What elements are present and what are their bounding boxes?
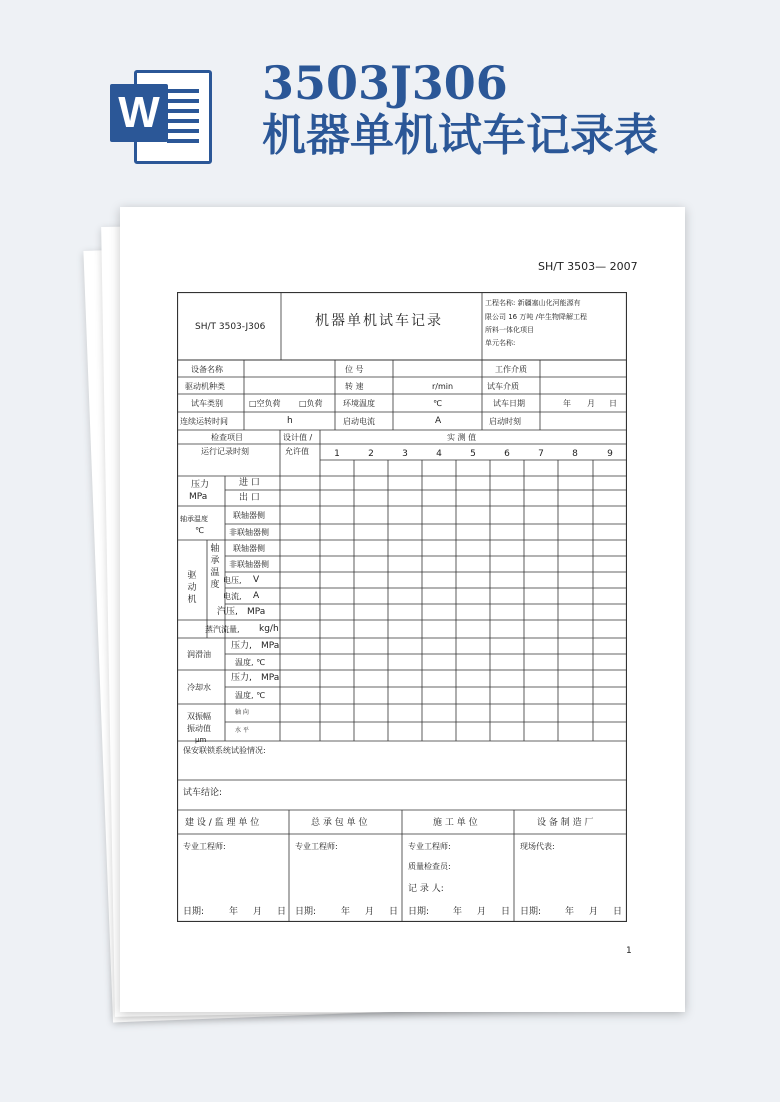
position-label: 位 号 bbox=[345, 365, 364, 374]
amplitude-label-2: 振动值 bbox=[187, 724, 211, 733]
ambient-temp-unit: ℃ bbox=[433, 399, 442, 408]
manufacturer-date-label: 日期: bbox=[520, 907, 542, 917]
inlet-label: 进 口 bbox=[239, 478, 260, 488]
test-date-label: 试车日期 bbox=[493, 399, 525, 408]
contractor-date-label: 日期: bbox=[295, 907, 317, 917]
lube-oil-label: 润滑油 bbox=[187, 650, 211, 659]
banner-code: 3503J306 bbox=[262, 56, 508, 110]
current-label: 电流, bbox=[223, 592, 242, 601]
party-contractor: 总 承 包 单 位 bbox=[311, 818, 368, 828]
no-load-checkbox[interactable]: □空负荷 bbox=[249, 399, 281, 408]
voltage-unit: V bbox=[253, 575, 260, 585]
form-title: 机器单机试车记录 bbox=[315, 313, 443, 329]
standard-number: SH/T 3503— 2007 bbox=[538, 260, 638, 273]
bearing-temp-unit: ℃ bbox=[195, 526, 204, 535]
check-item-label: 检查项目 bbox=[211, 433, 243, 442]
voltage-label: 电压, bbox=[223, 576, 242, 585]
word-icon: W bbox=[110, 66, 210, 164]
steam-pressure-unit: MPa bbox=[247, 607, 266, 617]
speed-unit: r/min bbox=[432, 382, 454, 391]
steam-pressure-label: 汽压, bbox=[217, 607, 238, 617]
contractor-engineer-label: 专业工程师: bbox=[295, 842, 338, 851]
owner-engineer-label: 专业工程师: bbox=[183, 842, 226, 851]
steam-flow-label: 蒸汽流量, bbox=[205, 625, 240, 634]
vibration-horizontal-label: 水 平 bbox=[235, 727, 249, 734]
owner-date-label: 日期: bbox=[183, 907, 205, 917]
cooling-water-label: 冷却水 bbox=[187, 683, 211, 692]
col-5: 5 bbox=[470, 449, 476, 459]
form-code: SH/T 3503-J306 bbox=[195, 322, 266, 332]
continuous-time-label: 连续运转时间 bbox=[180, 417, 228, 426]
cooling-water-temp-label: 温度, ℃ bbox=[235, 691, 266, 700]
ambient-temp-label: 环境温度 bbox=[343, 399, 375, 408]
recorder-label: 记 录 人: bbox=[408, 884, 444, 894]
col-7: 7 bbox=[538, 449, 544, 459]
construction-date-month: 月 bbox=[477, 907, 487, 917]
party-owner: 建 设 / 监 理 单 位 bbox=[185, 818, 260, 828]
current-unit: A bbox=[253, 591, 260, 601]
allow-value-label: 允许值 bbox=[285, 447, 309, 456]
page-number: 1 bbox=[626, 946, 632, 956]
amplitude-label-1: 双振幅 bbox=[187, 712, 211, 721]
owner-date-month: 月 bbox=[253, 907, 263, 917]
col-4: 4 bbox=[436, 449, 442, 459]
party-manufacturer: 设 备 制 造 厂 bbox=[537, 818, 594, 828]
coupling-side-label: 联轴器侧 bbox=[233, 511, 265, 520]
start-current-label: 启动电流 bbox=[343, 417, 375, 426]
construction-date-label: 日期: bbox=[408, 907, 430, 917]
lube-oil-pressure-label: 压力, bbox=[231, 641, 252, 651]
non-coupling-side-label: 非联轴器侧 bbox=[229, 528, 269, 537]
pressure-label: 压力 bbox=[191, 480, 210, 490]
date-month: 月 bbox=[587, 399, 595, 408]
construction-date-day: 日 bbox=[501, 907, 511, 917]
safety-interlock-label: 保安联锁系统试验情况: bbox=[183, 746, 266, 755]
project-name-line1: 工程名称: 新疆塞山化河能源有 bbox=[485, 299, 581, 307]
steam-flow-unit: kg/h bbox=[259, 624, 279, 634]
amp-unit: A bbox=[435, 416, 442, 426]
start-time-label: 启动时刻 bbox=[489, 417, 521, 426]
driver-coupling-side-label: 联轴器侧 bbox=[233, 544, 265, 553]
date-day: 日 bbox=[609, 399, 617, 408]
field-rep-label: 现场代表: bbox=[520, 842, 555, 851]
test-medium-label: 试车介质 bbox=[487, 382, 519, 391]
record-form bbox=[177, 292, 627, 922]
cooling-water-pressure-label: 压力, bbox=[231, 673, 252, 683]
col-1: 1 bbox=[334, 449, 340, 459]
party-construction: 施 工 单 位 bbox=[433, 818, 478, 828]
project-name-line2: 限公司 16 万吨 /年生物降解工程 bbox=[485, 313, 587, 321]
contractor-date-month: 月 bbox=[365, 907, 375, 917]
speed-label: 转 速 bbox=[345, 382, 364, 391]
driver-bearing-temp-vertical: 轴 承 温 度 bbox=[210, 544, 220, 590]
driver-type-label: 驱动机种类 bbox=[185, 382, 225, 391]
construction-date-year: 年 bbox=[453, 907, 463, 917]
equipment-name-label: 设备名称 bbox=[191, 365, 223, 374]
load-checkbox[interactable]: □负荷 bbox=[299, 399, 323, 408]
banner-title: 机器单机试车记录表 bbox=[262, 110, 658, 161]
col-6: 6 bbox=[504, 449, 510, 459]
manufacturer-date-month: 月 bbox=[589, 907, 599, 917]
pressure-unit: MPa bbox=[189, 492, 208, 502]
project-name-line3: 所料一体化项目 bbox=[485, 326, 534, 334]
work-medium-label: 工作介质 bbox=[495, 365, 527, 374]
col-2: 2 bbox=[368, 449, 374, 459]
unit-name-label: 单元名称: bbox=[485, 339, 516, 347]
design-value-label: 设计值 / bbox=[283, 433, 313, 442]
construction-engineer-label: 专业工程师: bbox=[408, 842, 451, 851]
owner-date-day: 日 bbox=[277, 907, 287, 917]
banner bbox=[0, 0, 780, 200]
col-9: 9 bbox=[607, 449, 613, 459]
manufacturer-date-year: 年 bbox=[565, 907, 575, 917]
col-3: 3 bbox=[402, 449, 408, 459]
driver-non-coupling-side-label: 非联轴器侧 bbox=[229, 560, 269, 569]
driver-vertical-label: 驱 动 机 bbox=[187, 571, 197, 605]
hour-unit: h bbox=[287, 416, 293, 426]
contractor-date-year: 年 bbox=[341, 907, 351, 917]
owner-date-year: 年 bbox=[229, 907, 239, 917]
measured-value-label: 实 测 值 bbox=[447, 433, 477, 442]
test-conclusion-label: 试车结论: bbox=[183, 788, 223, 798]
contractor-date-day: 日 bbox=[389, 907, 399, 917]
col-8: 8 bbox=[572, 449, 578, 459]
amplitude-unit: μm bbox=[195, 736, 207, 744]
test-category-label: 试车类别 bbox=[191, 399, 223, 408]
date-year: 年 bbox=[563, 399, 571, 408]
quality-inspector-label: 质量检查员: bbox=[408, 862, 451, 871]
bearing-temp-label: 轴承温度 bbox=[180, 515, 208, 523]
vibration-axial-label: 轴 向 bbox=[235, 709, 249, 716]
manufacturer-date-day: 日 bbox=[613, 907, 623, 917]
cooling-water-pressure-unit: MPa bbox=[261, 673, 280, 683]
run-time-label: 运行记录时刻 bbox=[201, 447, 249, 456]
lube-oil-pressure-unit: MPa bbox=[261, 641, 280, 651]
lube-oil-temp-label: 温度, ℃ bbox=[235, 658, 266, 667]
outlet-label: 出 口 bbox=[239, 493, 260, 503]
